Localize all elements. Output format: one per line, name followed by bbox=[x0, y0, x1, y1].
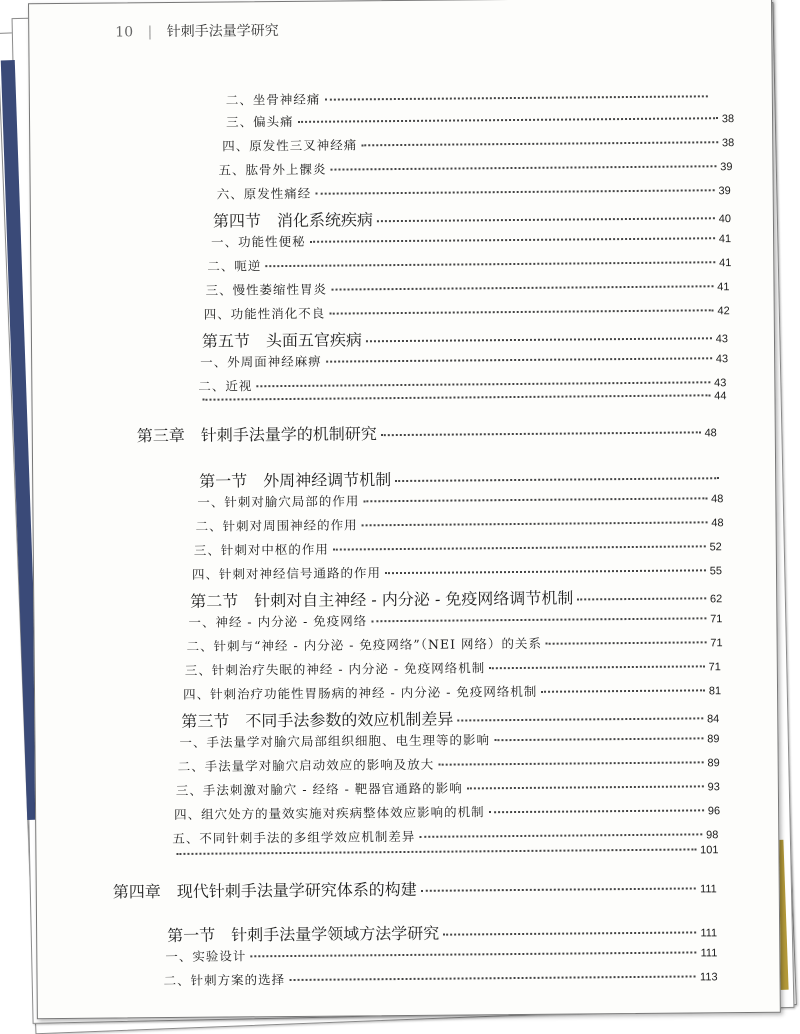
toc-page-number: 111 bbox=[699, 883, 717, 896]
toc-dot-leader bbox=[250, 951, 696, 957]
toc-section-entry bbox=[202, 324, 728, 352]
toc-dot-leader bbox=[298, 117, 718, 123]
toc-page-number: 98 bbox=[705, 829, 719, 842]
toc-entry-title: 第一节 外周神经调节机制 bbox=[199, 470, 392, 491]
toc-page-number: 71 bbox=[708, 661, 721, 674]
toc-entry-title: 二、近视 bbox=[198, 378, 253, 394]
toc-dot-leader bbox=[546, 641, 706, 644]
toc-page-number: 55 bbox=[709, 565, 723, 578]
toc-entry-title: 第一节 针刺手法量学领域方法学研究 bbox=[167, 923, 440, 946]
toc-section-entry bbox=[181, 704, 719, 732]
toc-item-entry bbox=[188, 608, 722, 631]
toc-item-entry bbox=[207, 252, 731, 275]
toc-dot-leader bbox=[333, 545, 706, 550]
header-page-number: 10 bbox=[115, 24, 134, 41]
toc-entry-title: 四、原发性三叉神经痛 bbox=[222, 137, 358, 154]
toc-dot-leader bbox=[202, 394, 710, 400]
toc-item-entry bbox=[226, 86, 712, 108]
toc-dot-leader bbox=[443, 931, 696, 935]
toc-dot-leader bbox=[494, 737, 703, 741]
toc-item-entry bbox=[172, 824, 718, 847]
toc-dot-leader bbox=[381, 431, 701, 436]
toc-page-number: 42 bbox=[717, 305, 730, 318]
toc-entry-title: 三、偏头痛 bbox=[225, 113, 294, 130]
toc-dot-leader bbox=[310, 237, 715, 243]
toc-item-entry bbox=[196, 512, 724, 535]
toc-dot-leader bbox=[256, 381, 710, 387]
toc-dot-leader bbox=[385, 569, 706, 574]
toc-dot-leader bbox=[176, 848, 696, 855]
toc-dot-leader bbox=[457, 717, 703, 721]
toc-entry-title: 四、组穴处方的量效实施对疾病整体效应影响的机制 bbox=[174, 804, 485, 823]
toc-page-number: 38 bbox=[721, 137, 735, 150]
toc-dot-leader bbox=[467, 785, 704, 789]
toc-entry-title: 第三节 不同手法参数的效应机制差异 bbox=[181, 709, 454, 731]
toc-chapter-entry bbox=[137, 418, 717, 446]
toc-page-number: 44 bbox=[714, 390, 727, 403]
toc-page-number: 48 bbox=[704, 427, 717, 440]
toc-entry-title: 第五节 头面五官疾病 bbox=[201, 330, 363, 351]
toc-item-entry bbox=[200, 348, 728, 371]
toc-page-number: 38 bbox=[721, 113, 735, 126]
toc-section-entry bbox=[199, 464, 723, 492]
toc-dot-leader bbox=[371, 617, 706, 622]
toc-entry-title: 一、手法量学对腧穴局部组织细胞、电生理等的影响 bbox=[179, 732, 491, 750]
toc-entry-title: 三、慢性萎缩性胃炎 bbox=[205, 281, 328, 298]
toc-page-number: 96 bbox=[707, 805, 721, 818]
toc-page-number: 41 bbox=[719, 257, 732, 270]
toc-entry-title: 一、外周面神经麻痹 bbox=[200, 353, 322, 370]
toc-entry-title: 一、神经 - 内分泌 - 免疫网络 bbox=[188, 613, 368, 630]
toc-page-number: 101 bbox=[700, 844, 719, 857]
toc-item-entry bbox=[172, 844, 718, 861]
toc-item-entry bbox=[192, 560, 722, 583]
toc-item-entry bbox=[163, 966, 717, 989]
toc-page-number: 113 bbox=[699, 971, 718, 984]
toc-dot-leader bbox=[438, 761, 703, 765]
toc-dot-leader bbox=[419, 833, 702, 837]
toc-dot-leader bbox=[289, 975, 696, 981]
toc-item-entry bbox=[176, 776, 720, 799]
toc-item-entry bbox=[185, 656, 721, 679]
toc-item-entry bbox=[178, 752, 720, 775]
toc-item-entry bbox=[165, 942, 717, 965]
toc-dot-leader bbox=[363, 497, 707, 502]
toc-page-number: 111 bbox=[700, 947, 718, 960]
header-book-title: 针刺手法量学研究 bbox=[166, 23, 279, 41]
toc-dot-leader bbox=[366, 337, 712, 342]
toc-entry-title: 六、原发性痛经 bbox=[216, 185, 312, 202]
toc-entry-title: 五、不同针刺手法的多组学效应机制差异 bbox=[172, 828, 416, 847]
toc-dot-leader bbox=[395, 477, 719, 482]
toc-section-entry bbox=[213, 204, 731, 232]
toc-dot-leader bbox=[361, 141, 718, 146]
toc-dot-leader bbox=[377, 217, 715, 222]
toc-item-entry bbox=[183, 680, 721, 703]
toc-item-entry bbox=[217, 180, 731, 202]
toc-dot-leader bbox=[489, 665, 704, 669]
toc-item-entry bbox=[179, 728, 719, 751]
toc-dot-leader bbox=[326, 357, 712, 362]
toc-page-number: 39 bbox=[718, 185, 731, 198]
toc-dot-leader bbox=[331, 285, 713, 290]
toc-page-number: 89 bbox=[707, 757, 720, 770]
toc-entry-title: 四、针刺对神经信号通路的作用 bbox=[191, 565, 382, 582]
toc-page-number: 41 bbox=[717, 281, 730, 294]
toc-entry-title: 一、针刺对腧穴局部的作用 bbox=[197, 493, 360, 510]
toc-entry-title: 二、针刺与“神经 - 内分泌 - 免疫网络”（NEI 网络）的关系 bbox=[186, 635, 543, 654]
toc-entry-title: 五、肱骨外上髁炎 bbox=[218, 161, 327, 178]
toc-item-entry bbox=[226, 108, 734, 130]
toc-page bbox=[28, 0, 781, 1019]
toc-entry-title: 一、实验设计 bbox=[165, 948, 247, 965]
toc-item-entry bbox=[211, 228, 731, 251]
toc-page-number: 43 bbox=[714, 377, 727, 390]
toc-page-number: 52 bbox=[709, 541, 722, 554]
toc-dot-leader bbox=[362, 521, 708, 526]
toc-page-number: 111 bbox=[700, 927, 718, 940]
toc-dot-leader bbox=[330, 165, 716, 170]
toc-entry-title: 二、手法量学对腧穴启动效应的影响及放大 bbox=[177, 756, 435, 774]
toc-entry-title: 二、针刺方案的选择 bbox=[163, 972, 286, 989]
toc-entry-title: 四、功能性消化不良 bbox=[203, 305, 326, 322]
toc-dot-leader bbox=[421, 887, 696, 891]
toc-page-number: 71 bbox=[710, 637, 723, 650]
toc-page-number: 62 bbox=[709, 593, 723, 606]
toc-page-number: 41 bbox=[718, 233, 732, 246]
toc-dot-leader bbox=[315, 189, 714, 194]
toc-entry-title: 四、针刺治疗功能性胃肠病的神经 - 内分泌 - 免疫网络机制 bbox=[182, 683, 538, 702]
toc-entry-title: 三、针刺对中枢的作用 bbox=[193, 541, 329, 558]
toc-item-entry bbox=[222, 132, 734, 154]
toc-section-entry bbox=[190, 584, 722, 612]
toc-entry-title: 二、呃逆 bbox=[207, 258, 262, 274]
toc-dot-leader bbox=[265, 261, 715, 267]
table-of-contents bbox=[29, 0, 780, 1018]
toc-item-entry bbox=[218, 156, 732, 178]
toc-dot-leader bbox=[541, 689, 704, 692]
toc-page-number: 43 bbox=[715, 333, 729, 346]
toc-page-number: 48 bbox=[711, 517, 724, 530]
toc-entry-title: 一、功能性便秘 bbox=[211, 233, 306, 250]
toc-chapter-entry bbox=[113, 874, 717, 902]
toc-item-entry bbox=[194, 536, 722, 559]
toc-page-number: 48 bbox=[711, 493, 724, 506]
toc-entry-title: 第四节 消化系统疾病 bbox=[212, 210, 374, 231]
toc-dot-leader bbox=[324, 95, 707, 100]
toc-dot-leader bbox=[329, 309, 713, 314]
toc-entry-title: 二、针刺对周围神经的作用 bbox=[195, 517, 358, 534]
toc-entry-title: 第四章 现代针刺手法量学研究体系的构建 bbox=[112, 879, 417, 902]
toc-entry-title: 三、手法刺激对腧穴 - 经络 - 靶器官通路的影响 bbox=[175, 780, 463, 798]
toc-page-number: 81 bbox=[708, 685, 722, 698]
toc-item-entry bbox=[205, 276, 729, 299]
toc-item-entry bbox=[187, 632, 723, 655]
toc-page-number: 84 bbox=[706, 713, 720, 726]
toc-entry-title: 二、坐骨神经痛 bbox=[225, 91, 321, 108]
toc-entry-title: 第三章 针刺手法量学的机制研究 bbox=[136, 424, 377, 446]
header-separator: | bbox=[147, 24, 153, 41]
toc-item-entry bbox=[204, 300, 730, 323]
toc-page-number: 40 bbox=[718, 213, 731, 226]
toc-page-number: 39 bbox=[720, 161, 733, 174]
toc-item-entry bbox=[174, 800, 720, 823]
toc-entry-title: 三、针刺治疗失眠的神经 - 内分泌 - 免疫网络机制 bbox=[184, 660, 486, 678]
toc-dot-leader bbox=[489, 809, 704, 813]
toc-item-entry bbox=[197, 488, 723, 511]
toc-section-entry bbox=[167, 918, 717, 946]
toc-page-number: 93 bbox=[707, 781, 720, 794]
toc-page-number: 89 bbox=[707, 733, 720, 746]
toc-page-number: 43 bbox=[715, 353, 729, 366]
toc-dot-leader bbox=[577, 597, 706, 600]
toc-entry-title: 第二节 针刺对自主神经 - 内分泌 - 免疫网络调节机制 bbox=[190, 588, 574, 611]
toc-page-number: 71 bbox=[710, 613, 723, 626]
